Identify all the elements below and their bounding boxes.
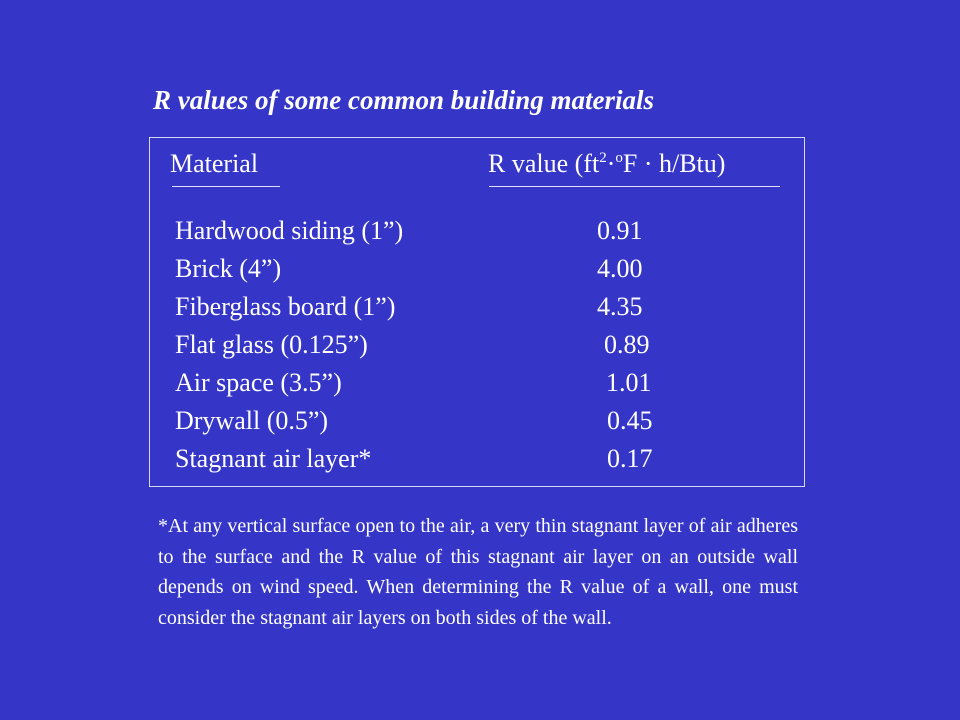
row-material: Fiberglass board (1”) — [175, 292, 396, 321]
row-material: Hardwood siding (1”) — [175, 216, 404, 245]
rvalue-header-prefix: R value (ft — [488, 149, 600, 178]
rvalue-header-suffix: F · h/Btu) — [622, 149, 726, 178]
rvalue-header-sup-squared: 2 — [599, 150, 607, 166]
rvalue-header-underline — [489, 186, 780, 187]
row-material: Air space (3.5”) — [175, 368, 342, 397]
row-value: 0.45 — [607, 406, 653, 435]
title-rest: values of some common building materials — [171, 85, 655, 115]
column-header-material: Material — [170, 149, 259, 178]
footnote: *At any vertical surface open to the air, a very thin stagnant layer of air adheres to the surface and the R value of this stagnant air layer on an outside wall depends on wind speed. When determining the R value of a wall, one must consider the stagnant air layers on both sides of the wall. — [158, 515, 798, 629]
column-header-rvalue — [488, 146, 725, 182]
title-italic-r: R — [153, 85, 172, 115]
row-value: 1.01 — [606, 368, 652, 397]
rvalue-header-sup-degree: o — [615, 150, 623, 166]
row-value: 4.35 — [597, 292, 643, 321]
row-value: 0.89 — [604, 330, 650, 359]
material-header-underline — [172, 186, 280, 187]
row-value: 0.91 — [597, 216, 643, 245]
row-material: Stagnant air layer* — [175, 444, 372, 473]
row-value: 4.00 — [597, 254, 643, 283]
row-material: Brick (4”) — [175, 254, 282, 283]
row-value: 0.17 — [607, 444, 653, 473]
rvalue-header-dot: · — [606, 149, 616, 178]
slide-title — [153, 80, 654, 120]
row-material: Drywall (0.5”) — [175, 406, 329, 435]
row-material: Flat glass (0.125”) — [175, 330, 368, 359]
